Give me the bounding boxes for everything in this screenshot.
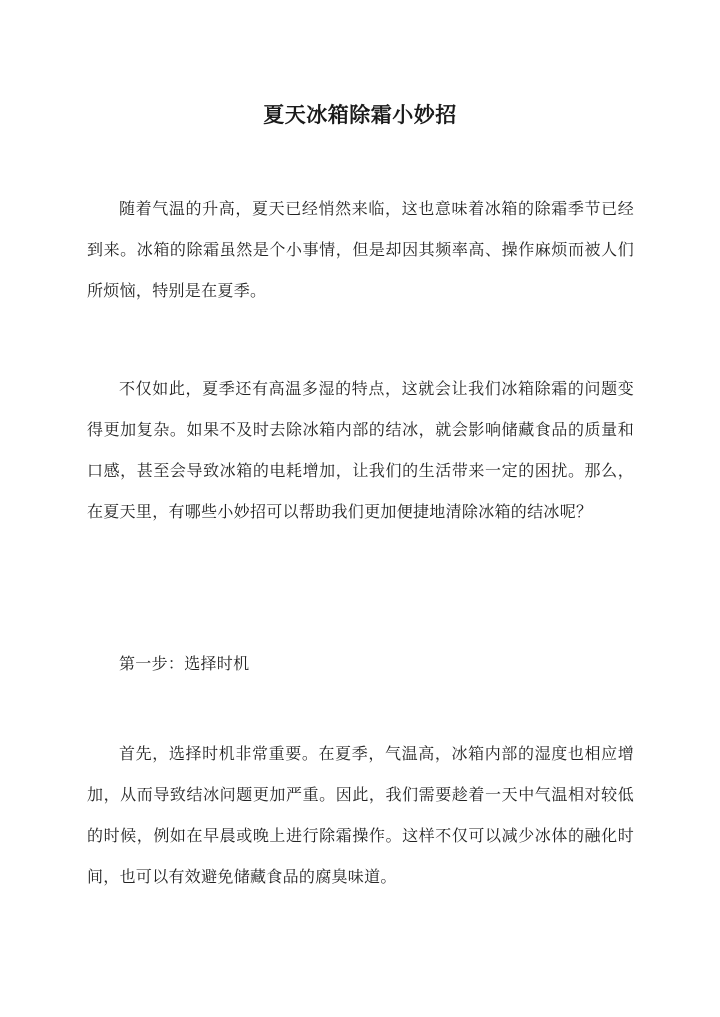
paragraph-problem: 不仅如此，夏季还有高温多湿的特点，这就会让我们冰箱除霜的问题变得更加复杂。如果不及时去除冰箱内部的结冰，就会影响储藏食品的质量和口感，甚至会导致冰箱的电耗增加，让我们的生活带来一定的困扰。那么，在夏天里，有哪些小妙招可以帮助我们更加便捷地清除冰箱的结冰呢？: [87, 379, 634, 521]
section-heading-step-one: 第一步：选择时机: [119, 654, 250, 673]
paragraph-step-one: 首先，选择时机非常重要。在夏季，气温高，冰箱内部的湿度也相应增加，从而导致结冰问题更加严重。因此，我们需要趁着一天中气温相对较低的时候，例如在早晨或晚上进行除霜操作。这样不仅可以减少冰体的融化时间，也可以有效避免储藏食品的腐臭味道。: [87, 744, 634, 886]
document-title: 夏天冰箱除霜小妙招: [263, 102, 457, 128]
paragraph-intro: 随着气温的升高，夏天已经悄然来临，这也意味着冰箱的除霜季节已经到来。冰箱的除霜虽然是个小事情，但是却因其频率高、操作麻烦而被人们所烦恼，特别是在夏季。: [87, 199, 634, 300]
